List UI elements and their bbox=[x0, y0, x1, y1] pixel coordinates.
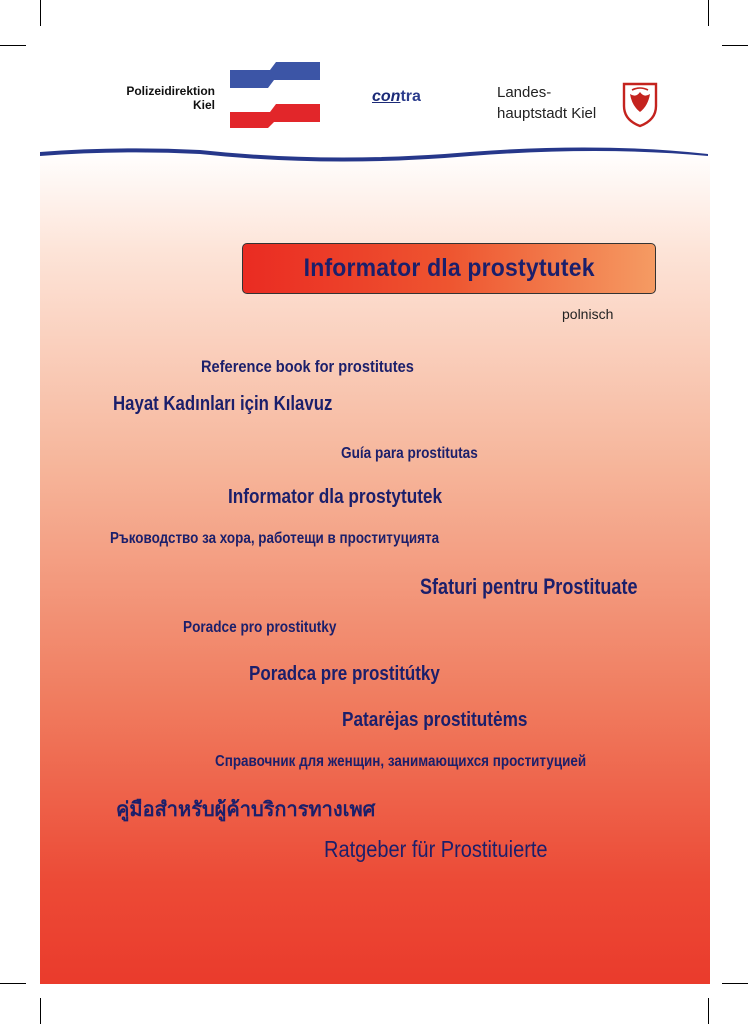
title-banner bbox=[242, 243, 656, 294]
crop-mark bbox=[722, 983, 748, 984]
language-note: polnisch bbox=[562, 306, 614, 322]
contra-suffix: tra bbox=[400, 88, 421, 105]
wave-decoration bbox=[0, 138, 748, 168]
city-logo-text bbox=[497, 82, 596, 124]
kiel-crest-icon bbox=[622, 82, 658, 128]
city-logo-line: Landes- bbox=[497, 84, 552, 101]
translation-slovak: Poradca pre prostitútky bbox=[249, 663, 440, 685]
crop-mark bbox=[40, 998, 41, 1024]
crop-mark bbox=[708, 998, 709, 1024]
crop-mark bbox=[40, 0, 41, 26]
crop-mark bbox=[708, 0, 709, 26]
police-logo-text bbox=[126, 84, 215, 112]
page-title: Informator dla prostytutek bbox=[303, 254, 595, 282]
police-logo-line: Polizeidirektion bbox=[126, 84, 215, 98]
crop-mark bbox=[722, 45, 748, 46]
contra-logo bbox=[372, 88, 421, 106]
translation-english: Reference book for prostitutes bbox=[201, 357, 414, 376]
contra-prefix: con bbox=[372, 88, 401, 105]
translation-czech: Poradce pro prostitutky bbox=[183, 619, 337, 636]
city-logo-line: hauptstadt Kiel bbox=[497, 105, 597, 122]
translation-thai: คู่มือสำหรับผู้ค้าบริการทางเพศ bbox=[116, 799, 376, 821]
translation-russian: Справочник для женщин, занимающихся проституцией bbox=[215, 753, 587, 770]
crop-mark bbox=[0, 45, 26, 46]
translation-bulgarian: Ръководство за хора, работещи в проституцията bbox=[110, 530, 440, 547]
translation-german: Ratgeber für Prostituierte bbox=[324, 836, 548, 862]
translation-turkish: Hayat Kadınları için Kılavuz bbox=[113, 393, 333, 415]
translation-polish: Informator dla prostytutek bbox=[228, 486, 443, 508]
police-flag-logo bbox=[230, 60, 322, 130]
police-logo-line: Kiel bbox=[192, 98, 215, 112]
crop-mark bbox=[0, 983, 26, 984]
translation-spanish: Guía para prostitutas bbox=[341, 445, 478, 462]
translation-romanian: Sfaturi pentru Prostituate bbox=[420, 574, 638, 599]
translation-lithuanian: Patarėjas prostitutėms bbox=[342, 709, 528, 731]
